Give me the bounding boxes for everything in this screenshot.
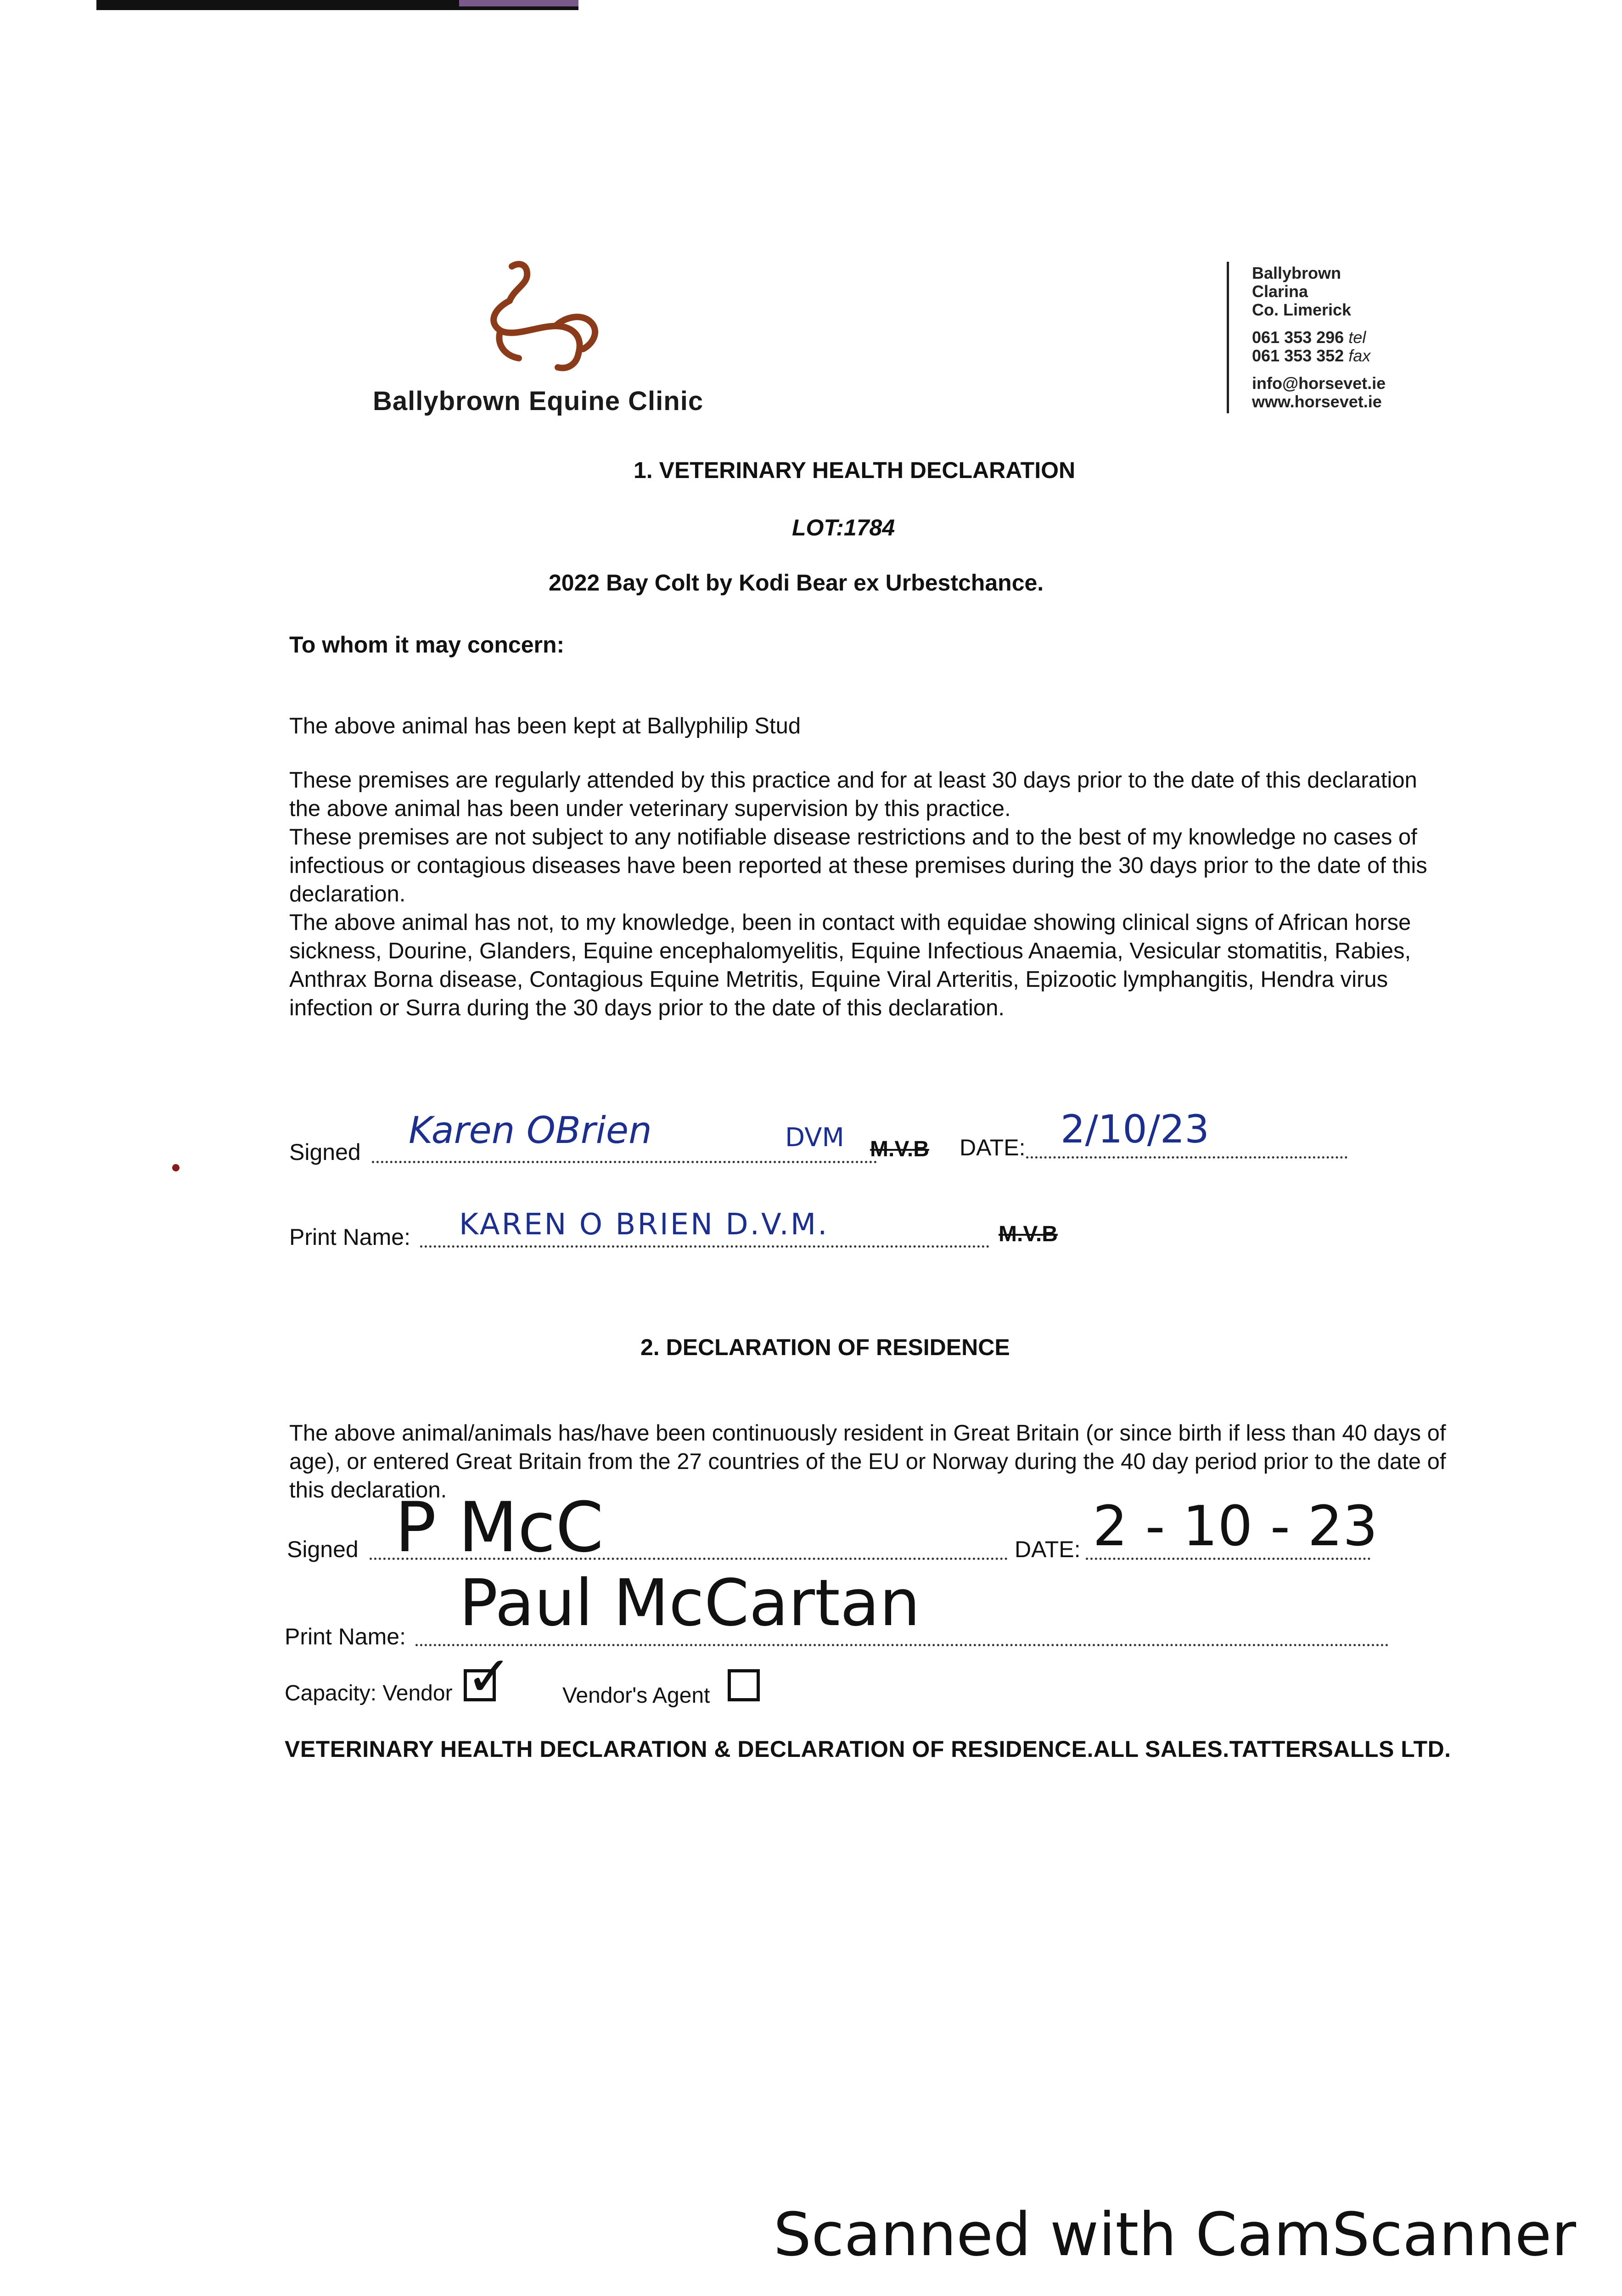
vendors-agent-label: Vendor's Agent: [562, 1683, 710, 1708]
signed-label-2: Signed: [287, 1536, 359, 1562]
lot-number: LOT:1784: [792, 515, 895, 540]
checkmark-icon: ✓: [466, 1645, 512, 1709]
address-line-3: Co. Limerick: [1252, 300, 1352, 319]
horse-logo-icon: [468, 257, 606, 377]
camscanner-watermark: Scanned with CamScanner: [773, 2200, 1576, 2269]
mvb-struck: M.V.B: [870, 1137, 929, 1161]
capacity-vendor-label: Capacity: Vendor: [285, 1681, 453, 1705]
vendor-print-name: Paul McCartan: [459, 1566, 920, 1641]
date-label: DATE:: [960, 1135, 1026, 1160]
signature-line: [372, 1161, 877, 1163]
fax-line: [1252, 347, 1370, 365]
horse-description: 2022 Bay Colt by Kodi Bear ex Urbestchance.: [549, 570, 1044, 596]
vendor-date-value: 2 - 10 - 23: [1093, 1495, 1378, 1559]
date-line: [1026, 1156, 1347, 1159]
dvm-handwritten: DVM: [785, 1123, 844, 1153]
agent-checkbox[interactable]: [728, 1669, 760, 1701]
declaration-paragraph: These premises are not subject to any notifiable disease restrictions and to the best of my knowledge no cases of infectious or contagious diseases have been reported at these premises during the 30 days prior to the date of this declaration.: [289, 825, 1427, 906]
vet-date-value: 2/10/23: [1061, 1107, 1209, 1152]
print-name-line-2: [415, 1644, 1389, 1646]
scan-edge-bar-accent: [459, 0, 578, 6]
form-footer: VETERINARY HEALTH DECLARATION & DECLARATION OF RESIDENCE.ALL SALES.TATTERSALLS LTD.: [285, 1736, 1451, 1762]
vet-print-name: KAREN O BRIEN D.V.M.: [459, 1208, 829, 1242]
clinic-name: Ballybrown Equine Clinic: [373, 386, 704, 416]
address-line-2: Clarina: [1252, 282, 1308, 301]
fax-number: 061 353 352: [1252, 346, 1344, 365]
vendor-checkbox[interactable]: [464, 1645, 512, 1709]
website-link: www.horsevet.ie: [1252, 392, 1382, 411]
logo-hind-leg-path: [558, 354, 578, 368]
print-name-label-2: Print Name:: [285, 1624, 406, 1649]
phone-label: tel: [1348, 328, 1366, 347]
mvb-struck-2: M.V.B: [999, 1222, 1058, 1246]
email-link: info@horsevet.ie: [1252, 374, 1386, 393]
address-line-1: Ballybrown: [1252, 264, 1341, 282]
address-divider: [1227, 262, 1229, 413]
date-label-2: DATE:: [1015, 1536, 1081, 1562]
residence-body: The above animal/animals has/have been continuously resident in Great Britain (or since birth if less than 40 days of age), or entered Great Britain from the 27 countries of the EU or Norway during the 40 day period prior to the date of this declaration.: [289, 1421, 1446, 1503]
print-name-label: Print Name:: [289, 1224, 410, 1250]
signed-label: Signed: [289, 1139, 361, 1165]
section1-title: 1. VETERINARY HEALTH DECLARATION: [634, 457, 1076, 483]
stray-mark: [172, 1164, 180, 1171]
section2-title: 2. DECLARATION OF RESIDENCE: [640, 1334, 1010, 1360]
logo-body-path: [494, 301, 579, 354]
print-name-line: [420, 1245, 989, 1248]
vendor-signature: P McC: [395, 1488, 604, 1568]
declaration-paragraph: These premises are regularly attended by this practice and for at least 30 days prior to the date of this declaration the above animal has been under veterinary supervision by this practice.: [289, 768, 1417, 821]
declaration-body: [289, 766, 1428, 1022]
phone-number: 061 353 296: [1252, 328, 1344, 347]
declaration-paragraph: The above animal has not, to my knowledge, been in contact with equidae showing clinical signs of African horse sickness, Dourine, Glanders, Equine encephalomyelitis, Equine Infectious Anaemia, Vesicular stomatitis, Rabies, Anthrax Borna disease, Contagious Equine Metritis, Equine Viral Arteritis, Epizootic lymphangitis, Hendra virus infection or Surra during the 30 days prior to the date of this declaration.: [289, 910, 1411, 1020]
kept-at-text: The above animal has been kept at Ballyphilip Stud: [289, 714, 801, 738]
vet-signature: Karen OBrien: [409, 1109, 652, 1152]
logo-head-path: [510, 264, 527, 301]
phone-line: [1252, 328, 1366, 347]
salutation: To whom it may concern:: [289, 632, 565, 658]
fax-label: fax: [1348, 346, 1371, 365]
